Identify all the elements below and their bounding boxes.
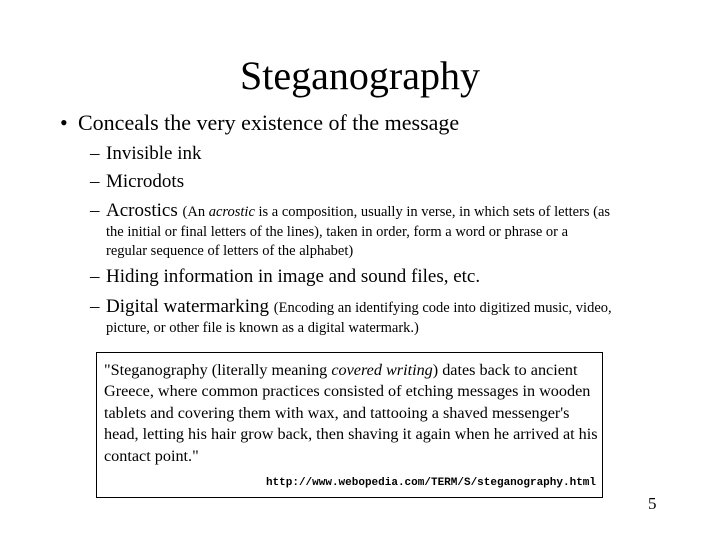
main-bullet	[60, 110, 680, 136]
sub-item-text: Digital watermarking	[106, 296, 270, 317]
quote-box	[96, 352, 603, 498]
sub-item-invisible-ink	[90, 143, 670, 165]
acrostic-italic: acrostic	[208, 204, 255, 220]
sub-item-text: Acrostics	[106, 200, 178, 221]
sub-item-digital-watermarking	[90, 296, 670, 319]
acrostic-note-continued-1: the initial or final letters of the lines), taken in order, form a word or phrase or a	[106, 224, 569, 240]
watermark-note: (Encoding an identifying code into digitized music, video,	[273, 300, 612, 316]
slide-title: Steganography	[240, 53, 480, 98]
dash: –	[90, 143, 100, 164]
quote-italic: covered writing	[331, 361, 433, 379]
page-number: 5	[648, 494, 657, 513]
sub-item-text: Hiding information in image and sound files, etc.	[106, 266, 481, 287]
sub-item-acrostics	[90, 200, 670, 223]
dash: –	[90, 200, 100, 221]
sub-item-text: Invisible ink	[106, 143, 202, 164]
quote-text: "Steganography (literally meaning covered writing) dates back to ancient Greece, where common practices consisted of etching messages in wooden tablets and covering them with wax, and tattooing a shaved messenger's head, letting his hair grow back, then shaving it again when he arrived at his contact point."	[104, 361, 598, 465]
bullet-dot: •	[60, 110, 68, 135]
dash: –	[90, 296, 100, 317]
dash: –	[90, 171, 100, 192]
sub-item-text: Microdots	[106, 171, 185, 192]
dash: –	[90, 266, 100, 287]
acrostic-note: (An acrostic is a composition, usually in verse, in which sets of letters (as	[182, 204, 611, 220]
watermark-note-continued: picture, or other file is known as a digital watermark.)	[106, 320, 419, 336]
sub-item-hiding-information	[90, 266, 670, 288]
sub-item-microdots	[90, 171, 670, 193]
main-bullet-text: Conceals the very existence of the message	[78, 110, 460, 135]
acrostic-note-continued-2: regular sequence of letters of the alphabet)	[106, 243, 354, 259]
quote-source-url: http://www.webopedia.com/TERM/S/steganography.html	[265, 477, 596, 489]
